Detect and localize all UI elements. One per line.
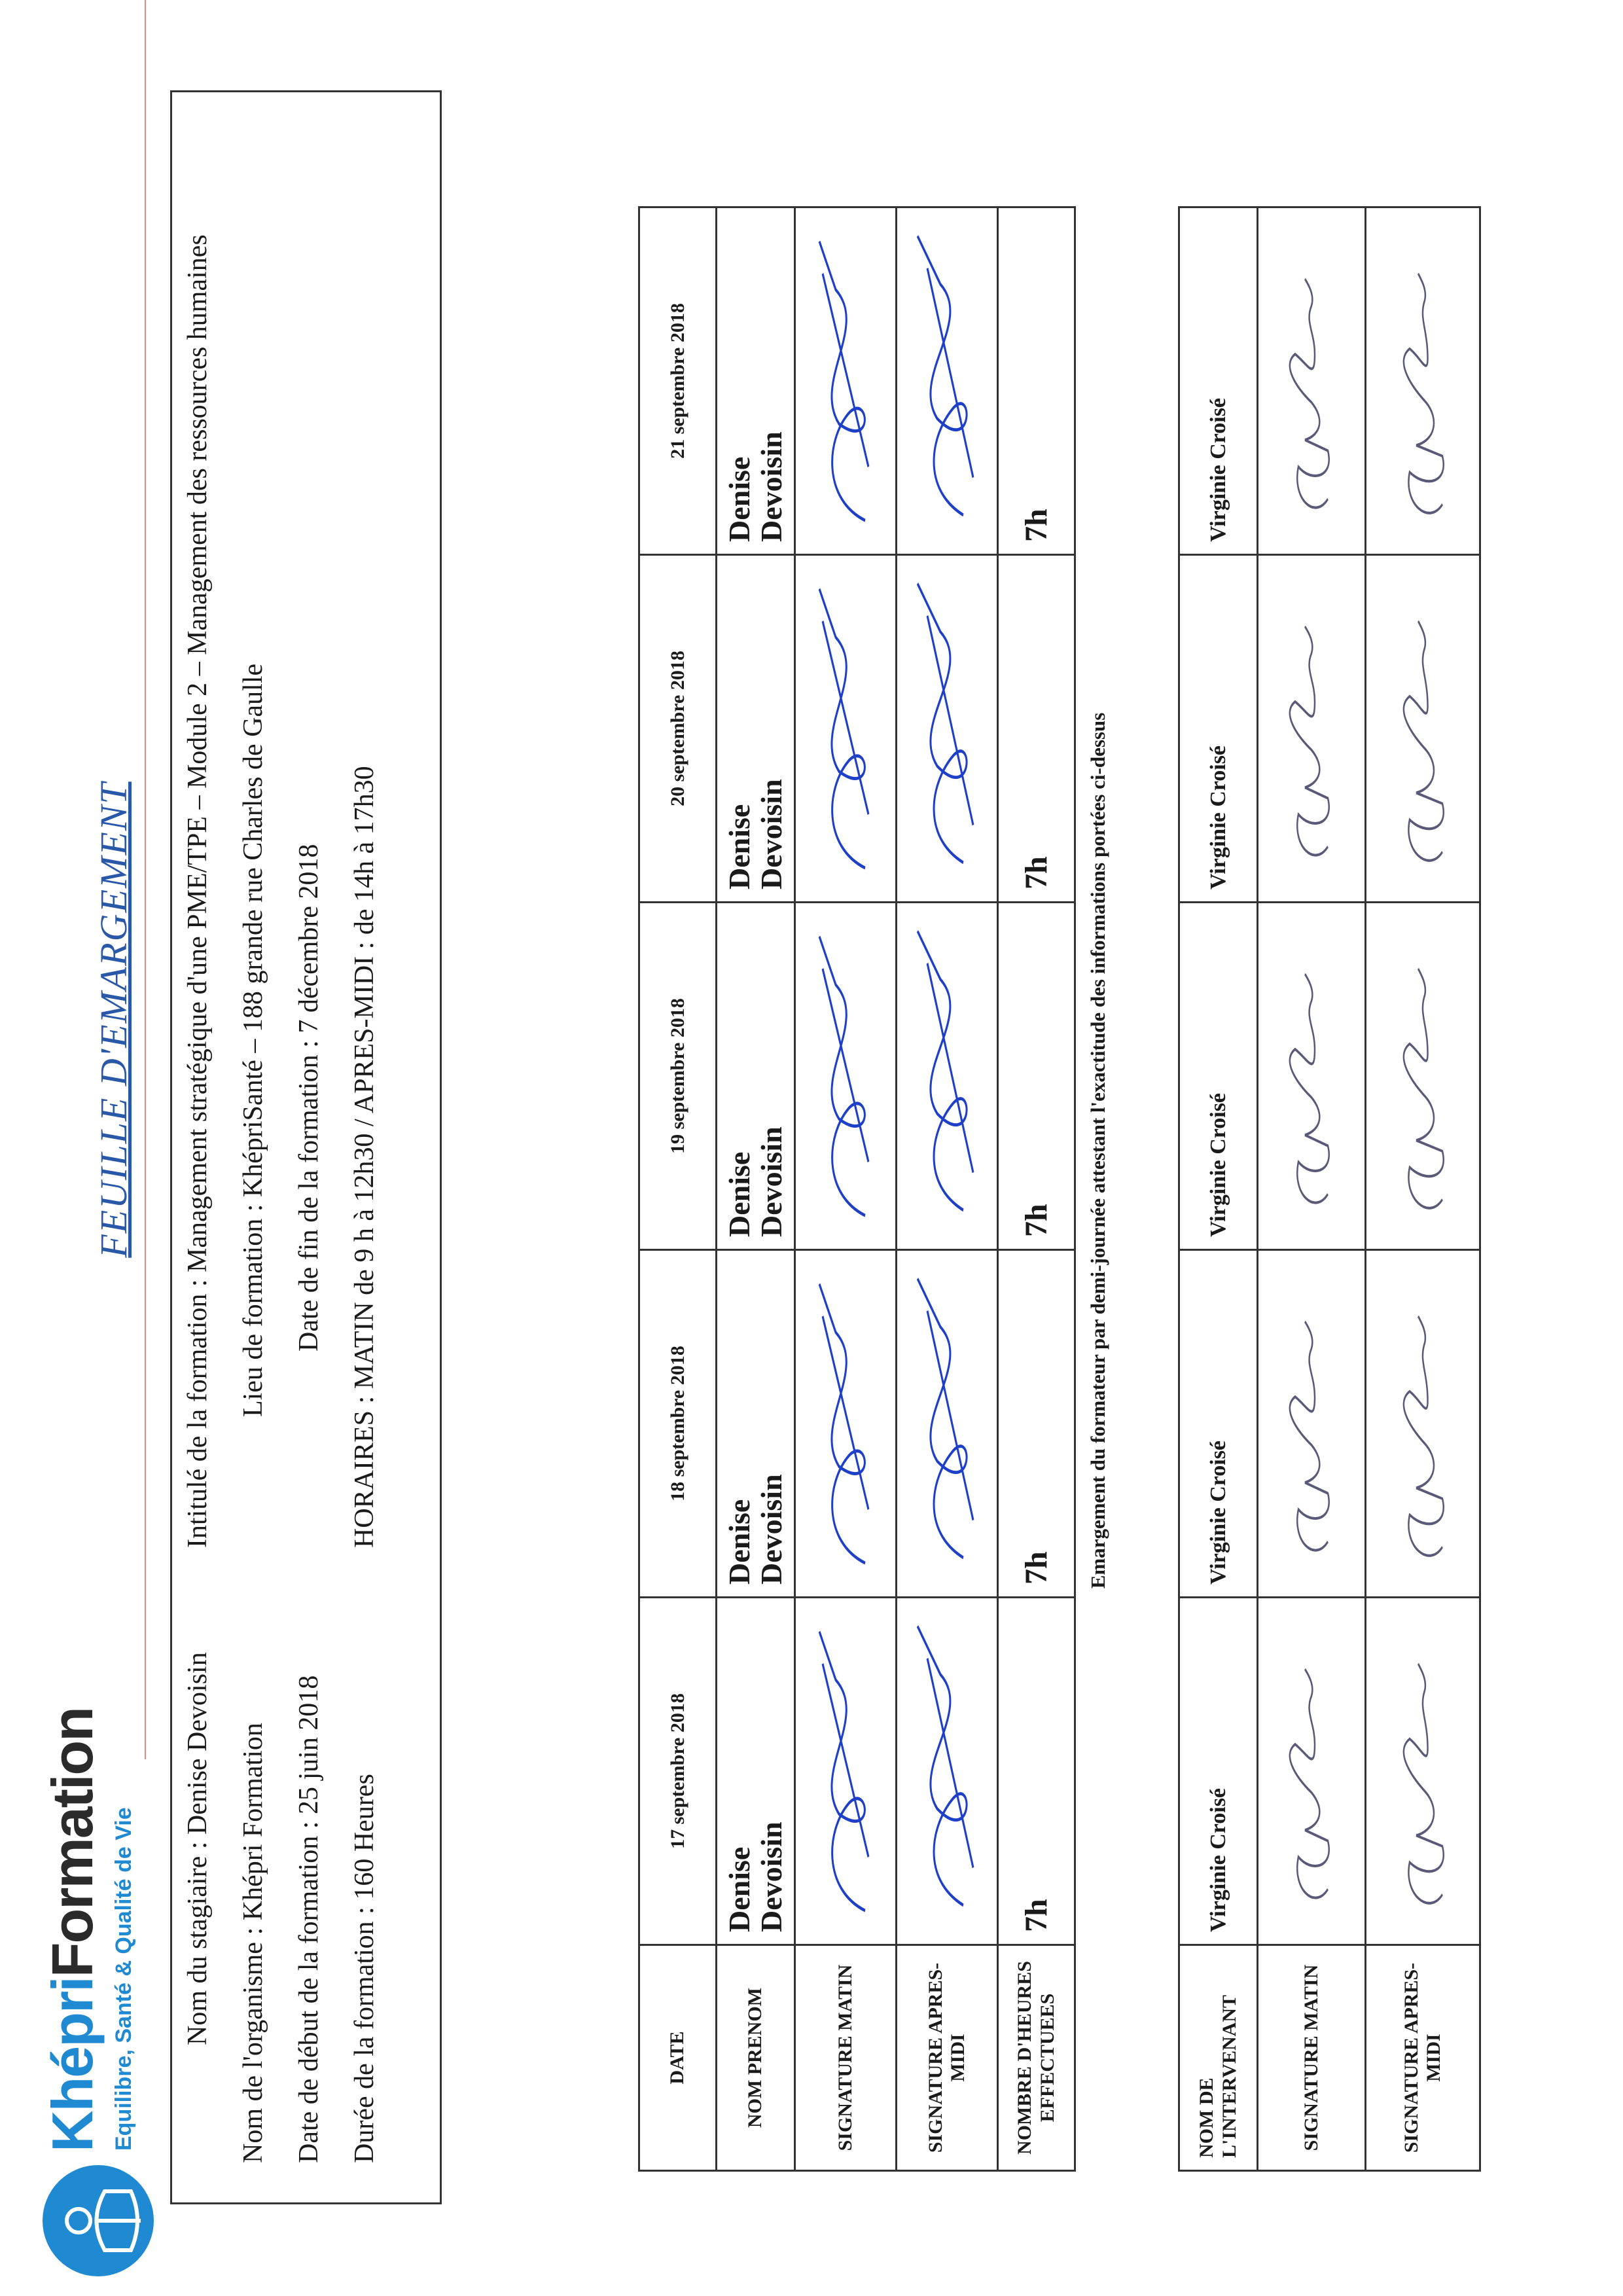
logo-tagline: Equilibre, Santé & Qualité de Vie: [111, 1807, 136, 2151]
hours-cell: 7h: [998, 555, 1075, 903]
document-title: FEUILLE D'EMARGEMENT: [92, 781, 135, 1258]
table-row: [998, 207, 1075, 2171]
trainer-name-cell: Virginie Croisé: [1179, 555, 1258, 903]
name-row-label: NOM PRENOM: [717, 1945, 795, 2171]
trainee-name-cell: [717, 207, 795, 555]
trainer-signature-afternoon: [1366, 1598, 1480, 1945]
first-name: Denise: [722, 1499, 757, 1585]
trainer-signature-morning: [1258, 1250, 1366, 1598]
logo-brand-part1: Khépri: [40, 1977, 105, 2152]
trainer-signature-morning: [1258, 1598, 1366, 1945]
last-name: Devoisin: [754, 1821, 788, 1932]
trainer-afternoon-signature-label: SIGNATURE APRES-MIDI: [1366, 1945, 1480, 2171]
date-cell: 17 septembre 2018: [639, 1598, 717, 1945]
first-name: Denise: [722, 804, 757, 889]
first-name: Denise: [722, 1846, 757, 1932]
trainee-signature-afternoon: [897, 207, 998, 555]
table-row: [639, 207, 717, 2171]
logo-brand-name: [39, 1708, 106, 2152]
morning-signature-row-label: SIGNATURE MATIN: [795, 1945, 897, 2171]
trainee-name-cell: [717, 903, 795, 1250]
hours-cell: 7h: [998, 903, 1075, 1250]
training-duration: Durée de la formation : 160 Heures: [349, 1774, 380, 2163]
last-name: Devoisin: [754, 779, 788, 889]
date-cell: 18 septembre 2018: [639, 1250, 717, 1598]
trainee-signature-afternoon: [897, 903, 998, 1250]
trainee-signature-morning: [795, 555, 897, 903]
trainer-signature-afternoon: [1366, 207, 1480, 555]
last-name: Devoisin: [754, 431, 788, 542]
hours-cell: 7h: [998, 1250, 1075, 1598]
table-row: [897, 207, 998, 2171]
trainee-signature-afternoon: [897, 1598, 998, 1945]
trainer-name-cell: Virginie Croisé: [1179, 1250, 1258, 1598]
trainer-signature-morning: [1258, 555, 1366, 903]
first-name: Denise: [722, 1151, 757, 1237]
trainer-signature-afternoon: [1366, 555, 1480, 903]
trainee-name-cell: [717, 555, 795, 903]
training-title: Intitulé de la formation : Management stratégique d'une PME/TPE – Module 2 – Management des ressources humaines: [183, 234, 213, 1548]
last-name: Devoisin: [754, 1474, 788, 1585]
trainee-signature-morning: [795, 207, 897, 555]
trainee-name-cell: [717, 1598, 795, 1945]
training-hours: HORAIRES : MATIN de 9 h à 12h30 / APRES-MIDI : de 14h à 17h30: [349, 766, 380, 1548]
date-cell: 21 septembre 2018: [639, 207, 717, 555]
end-date: Date de fin de la formation : 7 décembre 2018: [294, 844, 324, 1352]
company-logo: [26, 1708, 157, 2276]
trainee-signature-morning: [795, 1250, 897, 1598]
trainer-name-cell: Virginie Croisé: [1179, 207, 1258, 555]
date-cell: 20 septembre 2018: [639, 555, 717, 903]
table-row: [1258, 207, 1366, 2171]
table-row: [717, 207, 795, 2171]
table-row: [795, 207, 897, 2171]
trainer-signature-morning: [1258, 903, 1366, 1250]
start-date: Date de début de la formation : 25 juin 2018: [294, 1675, 324, 2163]
date-cell: 19 septembre 2018: [639, 903, 717, 1250]
trainee-name-cell: [717, 1250, 795, 1598]
trainer-signature-morning: [1258, 207, 1366, 555]
trainer-signature-afternoon: [1366, 903, 1480, 1250]
trainer-attendance-table: [1178, 206, 1481, 2172]
trainee-signature-morning: [795, 1598, 897, 1945]
organisation-name: Nom de l'organisme : Khépri Formation: [238, 1723, 268, 2163]
hours-cell: 7h: [998, 207, 1075, 555]
trainer-signature-afternoon: [1366, 1250, 1480, 1598]
first-name: Denise: [722, 456, 757, 542]
trainee-signature-afternoon: [897, 555, 998, 903]
hours-row-label: NOMBRE D'HEURES EFFECTUEES: [998, 1945, 1075, 2171]
logo-brand-part2: Formation: [40, 1708, 105, 1978]
trainer-caption: Emargement du formateur par demi-journée attestant l'exactitude des informations portées ci-dessus: [1086, 712, 1109, 1589]
training-location: Lieu de formation : KhépriSanté – 188 grande rue Charles de Gaulle: [238, 663, 268, 1417]
trainer-name-cell: Virginie Croisé: [1179, 903, 1258, 1250]
training-info-box: [170, 90, 442, 2204]
logo-emblem-icon: [43, 2165, 154, 2276]
afternoon-signature-row-label: SIGNATURE APRES-MIDI: [897, 1945, 998, 2171]
trainee-signature-afternoon: [897, 1250, 998, 1598]
trainee-attendance-table: [638, 206, 1076, 2172]
trainer-morning-signature-label: SIGNATURE MATIN: [1258, 1945, 1366, 2171]
table-row: [1179, 207, 1258, 2171]
trainee-name: Nom du stagiaire : Denise Devoisin: [183, 1652, 213, 2045]
date-row-label: DATE: [639, 1945, 717, 2171]
header-rule: [145, 0, 146, 1759]
table-row: [1366, 207, 1480, 2171]
trainee-signature-morning: [795, 903, 897, 1250]
hours-cell: 7h: [998, 1598, 1075, 1945]
trainer-name-cell: Virginie Croisé: [1179, 1598, 1258, 1945]
last-name: Devoisin: [754, 1126, 788, 1237]
trainer-name-row-label: NOM DE L'INTERVENANT: [1179, 1945, 1258, 2171]
